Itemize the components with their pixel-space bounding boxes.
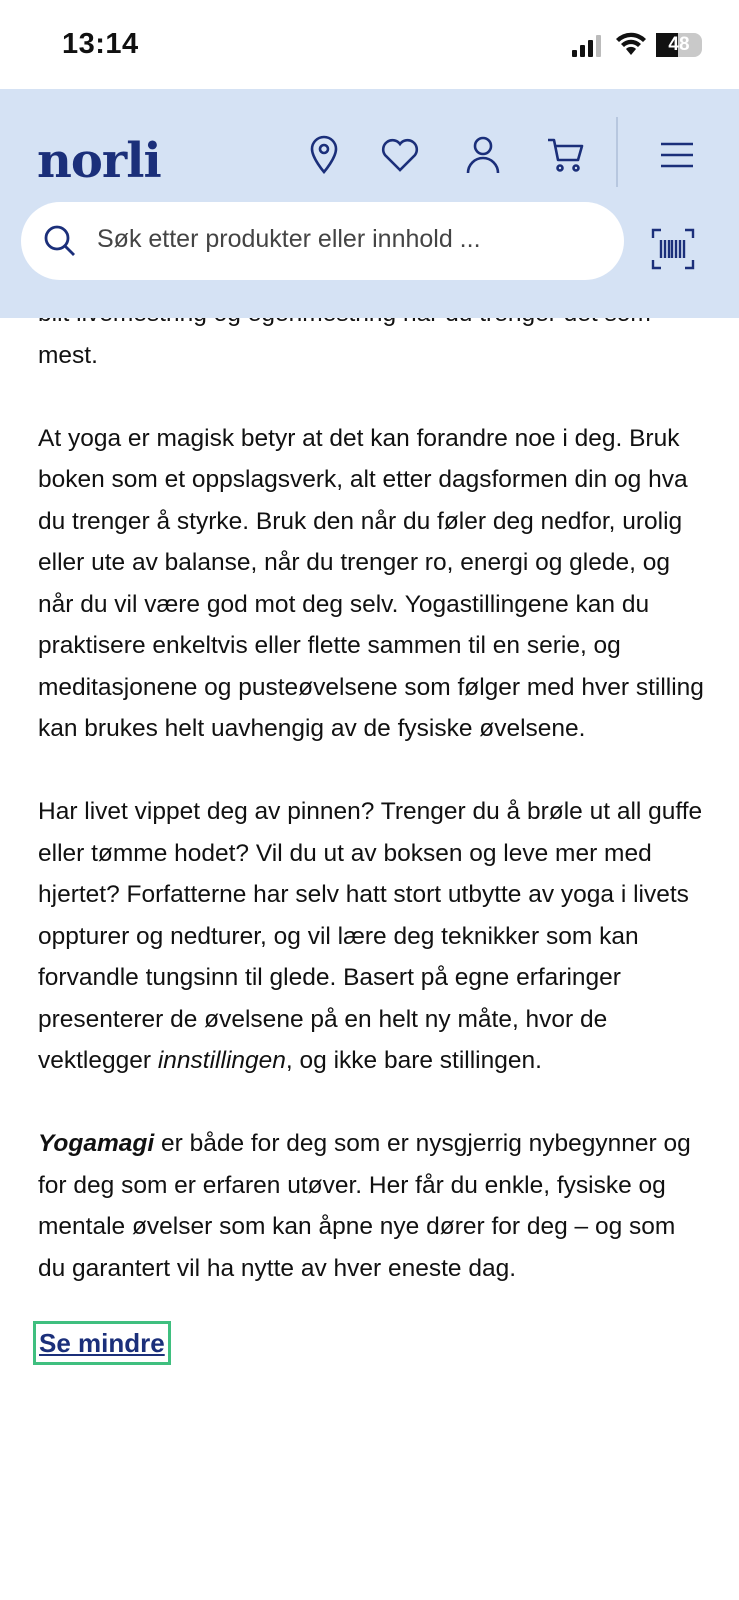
- product-description: [38, 293, 708, 1366]
- menu-icon[interactable]: [649, 127, 705, 183]
- p2-italic: innstillingen: [157, 1047, 286, 1074]
- status-time: 13:14: [62, 28, 139, 60]
- book-title: Yogamagi: [38, 1130, 155, 1157]
- content-scroll-area: [0, 318, 739, 1600]
- intro-line-2: mest.: [38, 341, 98, 369]
- header-divider: [616, 117, 618, 187]
- location-pin-icon[interactable]: [296, 127, 352, 183]
- heart-icon[interactable]: [372, 127, 428, 183]
- battery-percent: 48: [668, 34, 690, 55]
- see-less-link[interactable]: Se mindre: [33, 1321, 171, 1365]
- user-icon[interactable]: [455, 127, 511, 183]
- barcode-scanner-icon[interactable]: [652, 229, 694, 269]
- search-input[interactable]: [21, 202, 624, 280]
- status-bar: [0, 0, 739, 89]
- norli-logo[interactable]: norli: [37, 133, 161, 189]
- search-placeholder: Søk etter produkter eller innhold ...: [97, 225, 481, 253]
- wifi-icon: [616, 34, 646, 56]
- p2-end: , og ikke bare stillingen.: [285, 1047, 542, 1074]
- description-paragraph-2: [38, 791, 708, 1082]
- description-paragraph-1: At yoga er magisk betyr at det kan forandre noe i deg. Bruk boken som et oppslagsverk, alt etter dagsformen din og hva du trenger å styrke. Bruk den når du føler deg nedfor, urolig eller ute av balanse, når du trenger ro, energi og glede, og når du vil være god mot deg selv. Yogastillingene kan du praktisere enkeltvis eller flette sammen til en serie, og meditasjonene og pusteøvelsene som følger med hver stilling kan brukes helt uavhengig av de fysiske øvelsene.: [38, 424, 704, 742]
- site-header: [0, 89, 739, 318]
- search-icon: [43, 224, 77, 258]
- cart-icon[interactable]: [537, 127, 593, 183]
- p2-text: Har livet vippet deg av pinnen? Trenger du å brøle ut all guffe eller tømme hodet? Vil du ut av boksen og leve mer med hjertet? Forfatterne har selv hatt stort utbytte av yoga i livets oppturer og nedturer, og vil lære deg teknikker som kan forvandle tungsinn til glede. Basert på egne erfaringer presenterer de øvelsene på en helt ny måte, hvor de vektlegger: [38, 798, 703, 1074]
- cellular-signal-icon: [572, 35, 604, 57]
- battery-icon: [656, 33, 702, 57]
- p3-text: er både for deg som er nysgjerrig nybegynner og for deg som er erfaren utøver. Her får du enkle, fysiske og mentale øvelser som kan åpne nye dører for deg – og som du garantert vil ha nytte av hver eneste dag.: [38, 1130, 691, 1282]
- description-paragraph-3: [38, 1123, 708, 1289]
